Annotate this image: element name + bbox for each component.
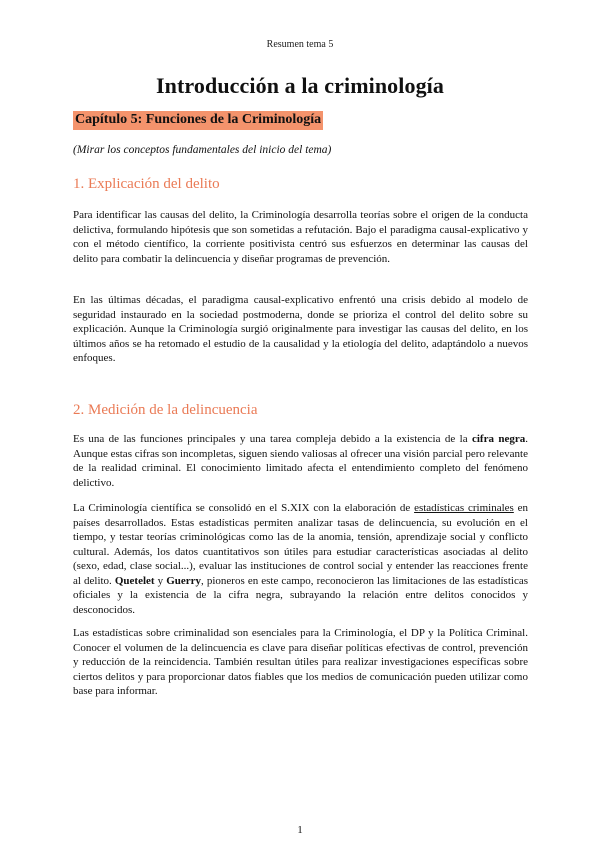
- key-term-cifra-negra: cifra negra: [471, 433, 526, 445]
- running-header: Resumen tema 5: [266, 39, 334, 50]
- key-term-estadisticas-criminales: estadísticas criminales: [414, 502, 514, 514]
- paragraph: En las últimas décadas, el paradigma causal-explicativo enfrentó una crisis debido al modelo de seguridad instaurado en la sociedad postmoderna, donde se prioriza el control del delito sobre su explicación. Aunque la Criminología surgió originalmente para investigar las causas del delito, en los últimos años se ha retomado el estudio de la causalidad y la etiología del delito, adaptándolo a nuevos enfoques.: [73, 294, 528, 364]
- key-term-quetelet: Quetelet: [114, 574, 155, 587]
- paragraph-text: Es una de las funciones principales y una tarea compleja debido a la existencia de la: [73, 433, 472, 445]
- paragraph: [73, 501, 528, 617]
- paragraph-text: La Criminología científica se consolidó en el S.XIX con la elaboración de: [73, 502, 415, 514]
- section-heading-explicacion: 1. Explicación del delito: [73, 176, 220, 192]
- chapter-note: (Mirar los conceptos fundamentales del inicio del tema): [73, 144, 332, 156]
- paragraph: Las estadísticas sobre criminalidad son esenciales para la Criminología, el DP y la Política Criminal. Conocer el volumen de la delincuencia es clave para diseñar políticas efectivas de control, prevención y reducción de la reincidencia. También resultan útiles para realizar investigaciones específicas sobre ciertos delitos y para proporcionar datos fiables que los medios de comunicación pueden utilizar como base para informar.: [73, 627, 528, 697]
- paragraph: [73, 432, 528, 490]
- chapter-heading: Capítulo 5: Funciones de la Criminología: [73, 111, 323, 130]
- paragraph: Para identificar las causas del delito, la Criminología desarrolla teorías sobre el origen de la conducta delictiva, formulando hipótesis que son sometidas a refutación. Bajo el paradigma causal-explicativo y con el método científico, la corriente positivista centró sus esfuerzos en determinar las causas del delito para combatir la delincuencia y diseñar programas de prevención.: [73, 209, 528, 265]
- paragraph-text: . Aunque estas cifras son incompletas, siguen siendo valiosas al ofrecer una visión parcial pero relevante de la realidad criminal. El conocimiento limitado afecta el entendimiento completo del fenómeno delictivo.: [73, 433, 528, 489]
- page-number: 1: [297, 824, 303, 836]
- section-heading-medicion: 2. Medición de la delincuencia: [73, 402, 258, 418]
- paragraph-text: y: [154, 574, 167, 587]
- document-title: Introducción a la criminología: [156, 73, 444, 98]
- paragraph-text: en países desarrollados. Estas estadísticas permiten analizar tasas de delincuencia, su evolución en el tiempo, y testar teorías criminológicas como las de la anomia, tensión, aprendizaje social y conflicto cultural. Además, los datos cuantitativos son útiles para estudiar características asociadas al delito (sexo, edad, clase social...), evaluar las instituciones de control social y entender las reacciones frente al delito.: [73, 502, 529, 587]
- paragraph-text: , pioneros en este campo, reconocieron las limitaciones de las estadísticas oficiales y la existencia de la cifra negra, subrayando la relación entre delitos conocidos y desconocidos.: [73, 574, 528, 616]
- key-term-guerry: Guerry: [166, 574, 202, 587]
